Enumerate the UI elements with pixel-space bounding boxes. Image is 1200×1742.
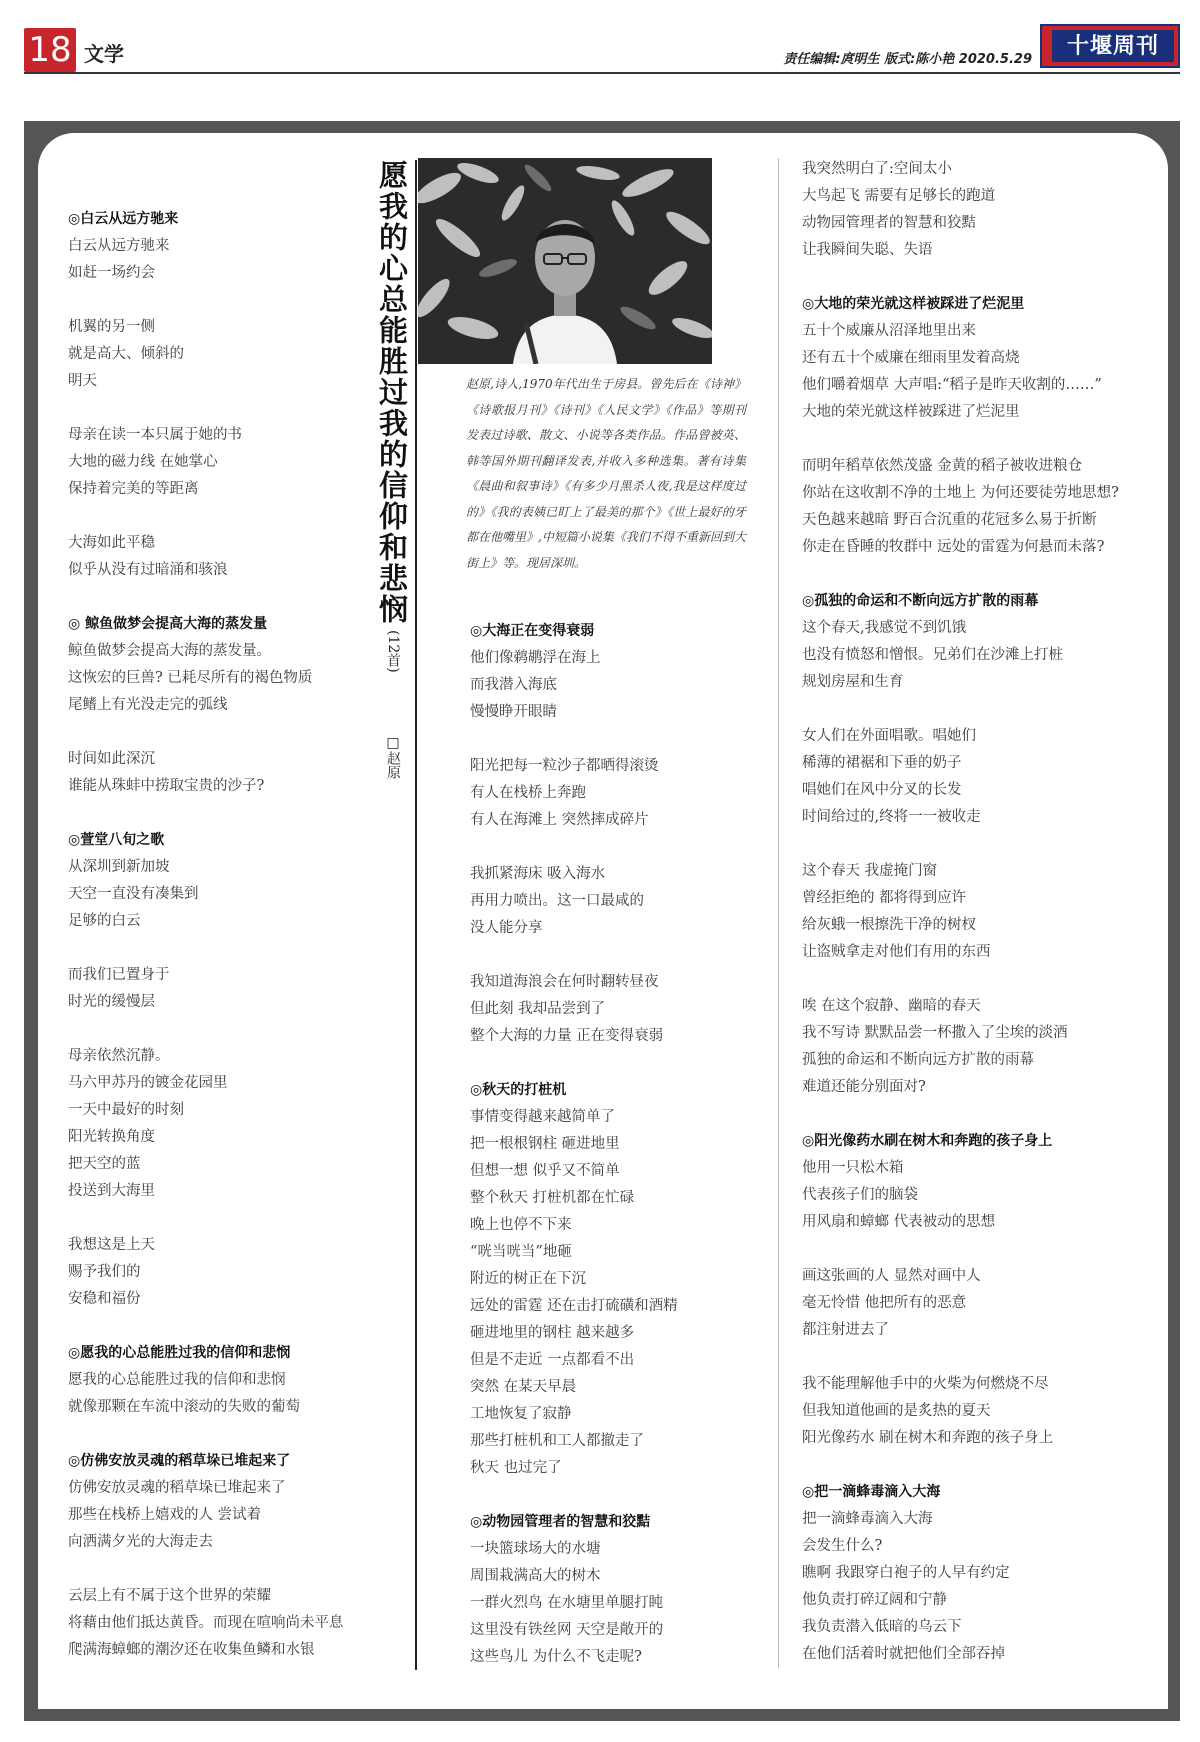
- poem-line: 向洒满夕光的大海走去: [68, 1534, 213, 1550]
- poem-line: 明天: [68, 373, 97, 389]
- page-number: 18: [24, 28, 76, 72]
- poem-title: ◎孤独的命运和不断向远方扩散的雨幕: [802, 593, 1039, 609]
- masthead-text: 十堰周刊: [1052, 30, 1174, 62]
- poem-title: ◎大海正在变得衰弱: [470, 623, 595, 639]
- poem-title: ◎把一滴蜂毒滴入大海: [802, 1484, 941, 1500]
- poem-line: 那些打桩机和工人都撤走了: [470, 1433, 644, 1449]
- poem-line: 从深圳到新加坡: [68, 859, 170, 875]
- poem-line: 但我知道他画的是炙热的夏天: [802, 1403, 991, 1419]
- poem-line: 事情变得越来越简单了: [470, 1109, 615, 1125]
- poem-title: ◎大地的荣光就这样被踩进了烂泥里: [802, 296, 1025, 312]
- poem-line: 他们嚼着烟草 大声唱:“稻子是昨天收割的……”: [802, 377, 1102, 393]
- poem-line: 阳光像药水 刷在树木和奔跑的孩子身上: [802, 1430, 1054, 1446]
- poem-line: “咣当咣当”地砸: [470, 1244, 572, 1260]
- poem-line: 给灰蛾一根擦洗干净的树杈: [802, 917, 976, 933]
- poem-line: 鲸鱼做梦会提高大海的蒸发量。: [68, 643, 271, 659]
- poem-line: 如赶一场约会: [68, 265, 155, 281]
- poem-line: 毫无怜惜 他把所有的恶意: [802, 1295, 967, 1311]
- poem-line: 还有五十个威廉在细雨里发着高烧: [802, 350, 1020, 366]
- column-divider: [778, 158, 779, 1668]
- poem-line: 天色越来越暗 野百合沉重的花冠多么易于折断: [802, 512, 1097, 528]
- article-author: □赵原: [385, 735, 401, 779]
- editor-credits: 责任编辑:庹明生 版式:陈小艳 2020.5.29: [783, 52, 1032, 67]
- poem-line: 时间给过的,终将一一被收走: [802, 809, 981, 825]
- poem-line: 唉 在这个寂静、幽暗的春天: [802, 998, 981, 1014]
- header-divider: [24, 72, 1180, 74]
- poem-line: 而我潜入海底: [470, 677, 557, 693]
- poem-line: 把天空的蓝: [68, 1156, 141, 1172]
- poem-title: ◎仿佛安放灵魂的稻草垛已堆起来了: [68, 1453, 291, 1469]
- poem-line: 把一根根钢柱 砸进地里: [470, 1136, 620, 1152]
- poem-line: 没人能分享: [470, 920, 543, 936]
- poem-line: 女人们在外面唱歌。唱她们: [802, 728, 976, 744]
- poem-line: 一群火烈鸟 在水塘里单腿打盹: [470, 1595, 664, 1611]
- poem-line: 也没有愤怒和憎恨。兄弟们在沙滩上打桩: [802, 647, 1063, 663]
- poem-line: 时光的缓慢层: [68, 994, 155, 1010]
- poem-title: ◎白云从远方驰来: [68, 211, 179, 227]
- poem-line: 画这张画的人 显然对画中人: [802, 1268, 981, 1284]
- poem-line: 有人在海滩上 突然摔成碎片: [470, 812, 649, 828]
- poem-line: 我知道海浪会在何时翻转昼夜: [470, 974, 659, 990]
- poem-line: 规划房屋和生育: [802, 674, 904, 690]
- poem-line: 曾经拒绝的 都将得到应许: [802, 890, 967, 906]
- poem-line: 云层上有不属于这个世界的荣耀: [68, 1588, 271, 1604]
- poem-line: 稀薄的裙裾和下垂的奶子: [802, 755, 962, 771]
- poem-line: 白云从远方驰来: [68, 238, 170, 254]
- poem-line: 把一滴蜂毒滴入大海: [802, 1511, 933, 1527]
- poem-line: 都注射进去了: [802, 1322, 889, 1338]
- poem-line: 代表孩子们的脑袋: [802, 1187, 918, 1203]
- poem-line: 这里没有铁丝网 天空是敞开的: [470, 1622, 664, 1638]
- poem-line: 一块篮球场大的水塘: [470, 1541, 601, 1557]
- article-subtitle: (12首): [385, 630, 401, 673]
- poem-line: 让盗贼拿走对他们有用的东西: [802, 944, 991, 960]
- poem-column-3: [802, 156, 1142, 1668]
- poem-line: 他负责打碎辽阔和宁静: [802, 1592, 947, 1608]
- poem-line: 我突然明白了:空间太小: [802, 161, 952, 177]
- poem-line: 就像那颗在车流中滚动的失败的葡萄: [68, 1399, 300, 1415]
- poem-line: 大地的磁力线 在她掌心: [68, 454, 218, 470]
- poem-line: 一天中最好的时刻: [68, 1102, 184, 1118]
- poem-line: 时间如此深沉: [68, 751, 155, 767]
- poem-line: 工地恢复了寂静: [470, 1406, 572, 1422]
- poem-line: 唱她们在风中分叉的长发: [802, 782, 962, 798]
- poem-line: 周围栽满高大的树木: [470, 1568, 601, 1584]
- title-divider: [415, 160, 417, 1670]
- poem-line: 爬满海蟑螂的潮汐还在收集鱼鳞和水银: [68, 1642, 315, 1658]
- poem-line: 这个春天,我感觉不到饥饿: [802, 620, 967, 636]
- poem-title: ◎愿我的心总能胜过我的信仰和悲悯: [68, 1345, 291, 1361]
- poem-line: 母亲依然沉静。: [68, 1048, 170, 1064]
- poem-line: 安稳和福份: [68, 1291, 141, 1307]
- poem-line: 整个秋天 打桩机都在忙碌: [470, 1190, 635, 1206]
- poem-title: ◎萱堂八旬之歌: [68, 832, 165, 848]
- poem-line: 似乎从没有过暗涌和骇浪: [68, 562, 228, 578]
- author-photo-illustration: [418, 158, 712, 364]
- poem-line: 尾鳍上有光没走完的弧线: [68, 697, 228, 713]
- poem-line: 突然 在某天早晨: [470, 1379, 577, 1395]
- poem-line: 再用力喷出。这一口最咸的: [470, 893, 644, 909]
- poem-line: 谁能从珠蚌中捞取宝贵的沙子?: [68, 778, 265, 794]
- poem-line: 赐予我们的: [68, 1264, 141, 1280]
- poem-title: ◎秋天的打桩机: [470, 1082, 567, 1098]
- poem-line: 难道还能分别面对?: [802, 1079, 926, 1095]
- poem-line: 我负责潜入低暗的乌云下: [802, 1619, 962, 1635]
- poem-line: 将藉由他们抵达黄昏。而现在喧响尚未平息: [68, 1615, 344, 1631]
- poem-title: ◎阳光像药水刷在树木和奔跑的孩子身上: [802, 1133, 1053, 1149]
- poem-line: 砸进地里的钢柱 越来越多: [470, 1325, 635, 1341]
- poem-line: 附近的树正在下沉: [470, 1271, 586, 1287]
- poem-line: 这些鸟儿 为什么不飞走呢?: [470, 1649, 642, 1665]
- poem-line: 用风扇和蟑螂 代表被动的思想: [802, 1214, 996, 1230]
- poem-line: 瞧啊 我跟穿白袍子的人早有约定: [802, 1565, 1010, 1581]
- poem-line: 有人在栈桥上奔跑: [470, 785, 586, 801]
- poem-line: 动物园管理者的智慧和狡黠: [802, 215, 976, 231]
- poem-line: 阳光转换角度: [68, 1129, 155, 1145]
- poem-line: 我不能理解他手中的火柴为何燃烧不尽: [802, 1376, 1049, 1392]
- poem-line: 但想一想 似乎又不简单: [470, 1163, 620, 1179]
- poem-title: ◎ 鲸鱼做梦会提高大海的蒸发量: [68, 616, 268, 632]
- poem-line: 机翼的另一侧: [68, 319, 155, 335]
- poem-line: 这恢宏的巨兽? 已耗尽所有的褐色物质: [68, 670, 313, 686]
- poem-line: 阳光把每一粒沙子都晒得滚烫: [470, 758, 659, 774]
- poem-line: 那些在栈桥上嬉戏的人 尝试着: [68, 1507, 262, 1523]
- poem-line: 大海如此平稳: [68, 535, 155, 551]
- poem-line: 五十个威廉从沼泽地里出来: [802, 323, 976, 339]
- poem-line: 投送到大海里: [68, 1183, 155, 1199]
- poem-line: 会发生什么?: [802, 1538, 883, 1554]
- poem-line: 而明年稻草依然茂盛 金黄的稻子被收进粮仓: [802, 458, 1083, 474]
- poem-line: 天空一直没有凑集到: [68, 886, 199, 902]
- poem-line: 他用一只松木箱: [802, 1160, 904, 1176]
- poem-line: 这个春天 我虚掩门窗: [802, 863, 938, 879]
- poem-column-2: [470, 618, 770, 1671]
- poem-line: 秋天 也过完了: [470, 1460, 562, 1476]
- poem-line: 母亲在读一本只属于她的书: [68, 427, 242, 443]
- poem-line: 马六甲苏丹的镀金花园里: [68, 1075, 228, 1091]
- poem-line: 我想这是上天: [68, 1237, 155, 1253]
- poem-line: 而我们已置身于: [68, 967, 170, 983]
- poem-line: 仿佛安放灵魂的稻草垛已堆起来了: [68, 1480, 286, 1496]
- masthead-logo: [1040, 24, 1180, 68]
- poem-line: 远处的雷霆 还在击打硫磺和酒精: [470, 1298, 678, 1314]
- poem-line: 大地的荣光就这样被踩进了烂泥里: [802, 404, 1020, 420]
- author-photo: [418, 158, 712, 364]
- poem-line: 就是高大、倾斜的: [68, 346, 184, 362]
- poem-line: 让我瞬间失聪、失语: [802, 242, 933, 258]
- poem-line: 整个大海的力量 正在变得衰弱: [470, 1028, 664, 1044]
- poem-line: 我抓紧海床 吸入海水: [470, 866, 606, 882]
- poem-line: 孤独的命运和不断向远方扩散的雨幕: [802, 1052, 1034, 1068]
- poem-line: 保持着完美的等距离: [68, 481, 199, 497]
- author-bio: 赵原,诗人,1970年代出生于房县。曾先后在《诗神》《诗歌报月刊》《诗刊》《人民文学》《作品》等期刊发表过诗歌、散文、小说等各类作品。作品曾被英、韩等国外期刊翻译发表,并收入多种选集。著有诗集《晨曲和叙事诗》《有多少月黑杀人夜,我是这样度过的》《我的表姨已盯上了最美的那个》《世上最好的牙都在他嘴里》,中短篇小说集《我们不得不重新回到大街上》等。现居深圳。: [466, 377, 746, 570]
- poem-line: 慢慢睁开眼睛: [470, 704, 557, 720]
- poem-line: 愿我的心总能胜过我的信仰和悲悯: [68, 1372, 286, 1388]
- poem-line: 你站在这收割不净的土地上 为何还要徒劳地思想?: [802, 485, 1119, 501]
- poem-line: 在他们活着时就把他们全部吞掉: [802, 1646, 1005, 1662]
- poem-line: 足够的白云: [68, 913, 141, 929]
- poem-line: 大鸟起飞 需要有足够长的跑道: [802, 188, 996, 204]
- poem-line: 你走在昏睡的牧群中 远处的雷霆为何悬而未落?: [802, 539, 1105, 555]
- poem-title: ◎动物园管理者的智慧和狡黠: [470, 1514, 651, 1530]
- poem-line: 晚上也停不下来: [470, 1217, 572, 1233]
- poem-line: 但是不走近 一点都看不出: [470, 1352, 635, 1368]
- poem-line: 但此刻 我却品尝到了: [470, 1001, 606, 1017]
- section-title: 文学: [84, 42, 124, 66]
- poem-line: 他们像鹈鹕浮在海上: [470, 650, 601, 666]
- poem-column-1: [68, 206, 368, 1664]
- article-title: 愿我的心总能胜过我的信仰和悲悯: [375, 160, 409, 625]
- poem-line: 我不写诗 默默品尝一杯撒入了尘埃的淡酒: [802, 1025, 1068, 1041]
- page-header: [24, 24, 1180, 74]
